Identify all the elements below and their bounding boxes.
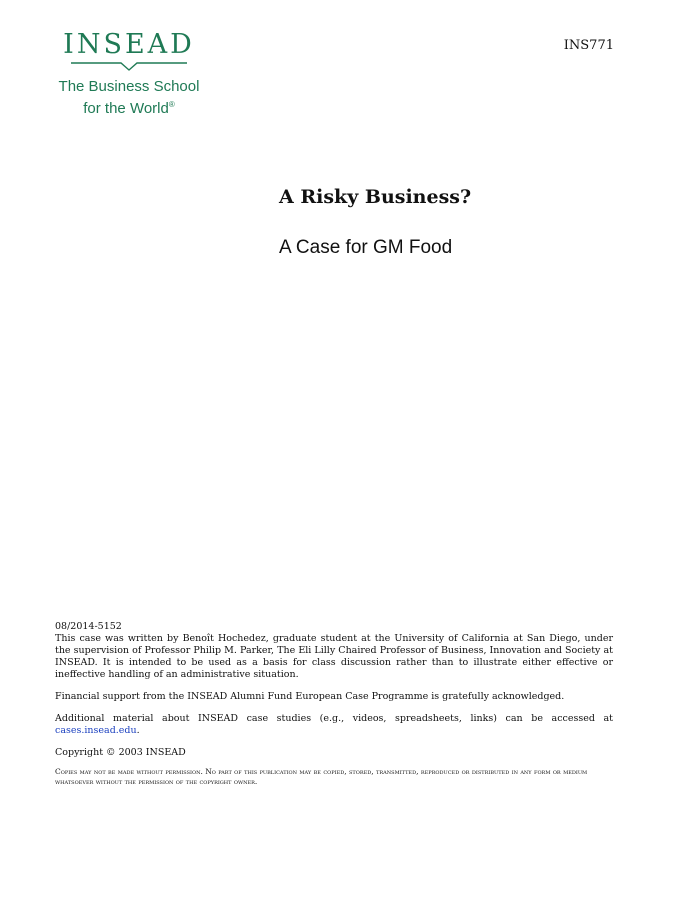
copyright-line: Copyright © 2003 INSEAD: [55, 747, 186, 758]
copy-permission-notice: Copies may not be made without permission. No part of this publication may be copied, stored, transmitted, reproduced or distributed in any form or medium whatsoever without the permission of the copyright owner.: [55, 767, 588, 786]
registered-mark: ®: [168, 100, 175, 109]
additional-material-note: [55, 713, 613, 737]
case-reference: 08/2014-5152: [55, 621, 122, 632]
case-footer: [55, 621, 613, 787]
case-title: A Risky Business?: [279, 186, 472, 208]
case-code: INS771: [563, 38, 614, 53]
authorship-note: This case was written by Benoît Hochedez, graduate student at the University of California at San Diego, under the supervision of Professor Philip M. Parker, The Eli Lilly Chaired Professor of Business, Innovation and Society at INSEAD. It is intended to be used as a basis for class discussion rather than to illustrate either effective or ineffective handling of an administrative situation.: [55, 633, 613, 680]
insead-logo: [54, 30, 204, 118]
additional-material-period: .: [136, 725, 140, 736]
logo-tagline: [54, 78, 204, 118]
logo-wordmark: INSEAD: [63, 29, 195, 60]
funding-note: Financial support from the INSEAD Alumni Fund European Case Programme is gratefully acknowledged.: [55, 691, 565, 702]
cases-link[interactable]: cases.insead.edu: [55, 725, 137, 736]
tagline-line-1: The Business School: [58, 78, 200, 95]
tagline-line-2: for the World: [83, 100, 169, 117]
additional-material-text: Additional material about INSEAD case studies (e.g., videos, spreadsheets, links) can be accessed at: [55, 713, 613, 724]
case-subtitle: A Case for GM Food: [279, 237, 453, 258]
logo-swoosh-icon: [69, 60, 189, 72]
